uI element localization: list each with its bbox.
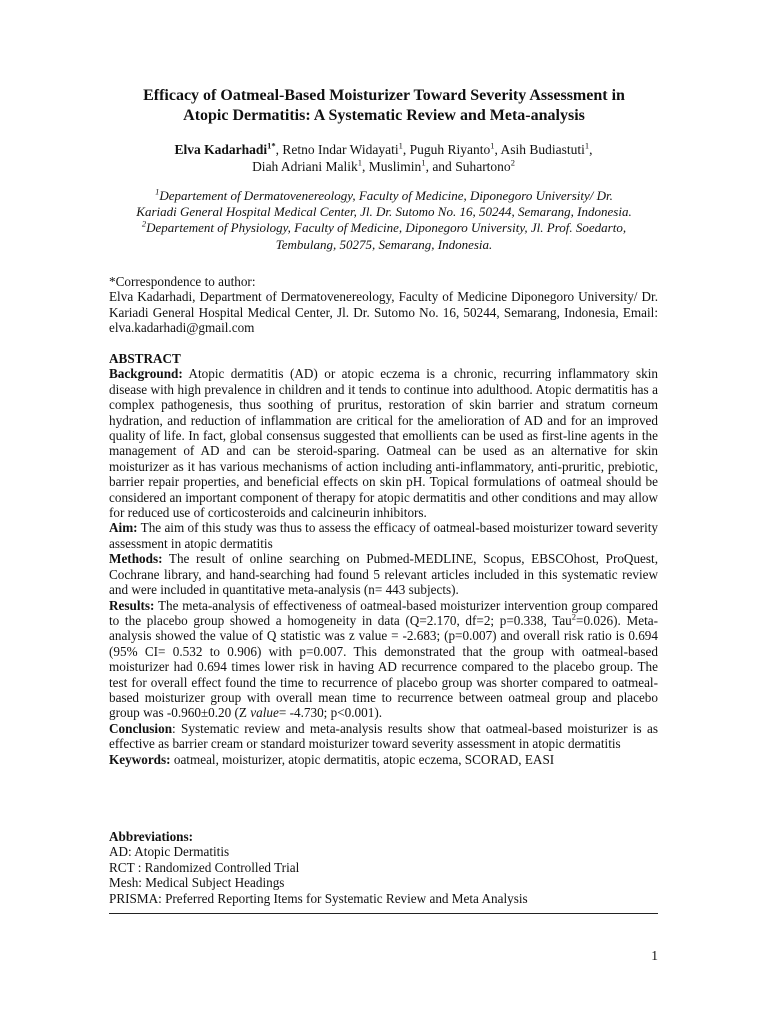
results-text-a: The meta-analysis of effectiveness of oatmeal-based moisturizer intervention group compared to the placebo group showed a homogeneity in data (Q=2.170, df=2; p=0.338, Tau xyxy=(109,597,658,628)
affiliation-2-line-2: Tembulang, 50275, Semarang, Indonesia. xyxy=(275,236,493,252)
author-name: Diah Adriani Malik xyxy=(252,159,358,174)
aim-label: Aim: xyxy=(109,520,138,536)
abstract-heading: ABSTRACT xyxy=(109,351,181,366)
keywords-label: Keywords: xyxy=(109,751,171,767)
author-sup: 1 xyxy=(398,140,403,151)
author-sup: 2 xyxy=(510,157,515,168)
footnote-divider xyxy=(109,913,658,914)
abbreviation-item: Mesh: Medical Subject Headings xyxy=(109,875,285,891)
abbreviation-item: PRISMA: Preferred Reporting Items for Systematic Review and Meta Analysis xyxy=(109,890,528,906)
author-list xyxy=(109,141,658,175)
abstract-keywords xyxy=(109,752,658,767)
results-italic: value xyxy=(250,705,279,721)
abstract-background xyxy=(109,366,658,520)
methods-text: The result of online searching on Pubmed-MEDLINE, Scopus, EBSCOhost, ProQuest, Cochrane library, and hand-searching had found 5 relevant articles included in this systematic review and were included in quantitative meta-analysis (n= 443 subjects). xyxy=(109,551,658,598)
author-line-1 xyxy=(109,141,658,158)
aim-text: The aim of this study was thus to assess the efficacy of oatmeal-based moisturizer toward severity assessment in atopic dermatitis xyxy=(109,520,658,551)
author-name: Elva Kadarhadi xyxy=(174,142,268,157)
author-name: Muslimin xyxy=(368,159,422,174)
author-sup: 1 xyxy=(584,140,590,151)
abstract-aim xyxy=(109,520,658,551)
author-name: Asih Budiastuti xyxy=(500,142,585,157)
author-name: Suhartono xyxy=(455,159,511,174)
author-sup: 1 xyxy=(490,140,495,151)
affiliation-2-line-1 xyxy=(105,220,663,236)
abbreviations-section xyxy=(109,829,658,906)
affiliations xyxy=(105,188,663,253)
correspondence-text xyxy=(109,289,658,335)
author-sep: , xyxy=(402,142,410,157)
author-name: Retno Indar Widayati xyxy=(282,142,399,157)
abbreviation-item: AD: Atopic Dermatitis xyxy=(109,844,230,860)
paper-title xyxy=(100,86,668,125)
correspondence xyxy=(109,274,658,336)
conclusion-label: Conclusion xyxy=(109,720,173,736)
author-sup: 1 xyxy=(421,157,426,168)
results-text-c: = -4.730; p<0.001). xyxy=(278,705,383,721)
author-sep: , xyxy=(275,142,283,157)
author-name: Puguh Riyanto xyxy=(409,142,491,157)
affiliation-1-line-1 xyxy=(105,188,663,204)
conclusion-text: : Systematic review and meta-analysis results show that oatmeal-based moisturizer is as effective as barrier cream or standard moisturizer toward severity assessment in atopic dermatitis xyxy=(109,720,658,752)
page-number: 1 xyxy=(651,948,658,963)
affiliation-text: Departement of Dermatovenereology, Faculty of Medicine, Diponegoro University/ Dr. xyxy=(159,188,613,203)
abstract-results xyxy=(109,598,658,721)
affiliation-text: Departement of Physiology, Faculty of Medicine, Diponegoro University, Jl. Prof. Soedarto, xyxy=(146,220,627,236)
author-sup: 1 xyxy=(357,157,363,168)
abbreviation-item: RCT : Randomized Controlled Trial xyxy=(109,859,300,875)
abstract-conclusion xyxy=(109,721,658,752)
author-sup: 1* xyxy=(267,140,276,151)
affiliation-sup: 1 xyxy=(155,186,160,197)
results-label: Results: xyxy=(109,597,155,613)
abstract-section xyxy=(109,351,658,767)
author-sep: , and xyxy=(425,159,456,174)
author-sep: , xyxy=(589,142,593,157)
correspondence-details[interactable]: Elva Kadarhadi, Department of Dermatovenereology, Faculty of Medicine Diponegoro University/ Dr. Kariadi General Hospital Medical Center, Jl. Dr. Sutomo No. 16, 50244, Semarang, Indonesia, Email: elva.kadarhadi@gmail.com xyxy=(109,289,658,336)
affiliation-sup: 2 xyxy=(141,219,147,230)
background-text: Atopic dermatitis (AD) or atopic eczema is a chronic, recurring inflammatory skin disease with high prevalence in children and it tends to continue into adulthood. Atopic dermatitis has a complex pathogenesis, thus soothing of pruritus, restoration of skin barrier and stratum corneum hydration, and reduction of inflammation are critical for the amelioration of AD and for an improved quality of life. In fact, global consensus suggested that emollients can be used as first-line agents in the management of AD and can be steroid-sparing. Oatmeal can be used as an alternative for skin moisturizer as it has various mechanisms of action including anti-inflammatory, anti-pruritic, prebiotic, barrier repair properties, and beneficial effects on skin pH. Topical formulations of oatmeal should be considered an important component of therapy for atopic dermatitis and other conditions and may allow for reduced use of corticosteroids and calcineurin inhibitors. xyxy=(109,366,658,521)
title-line-1: Efficacy of Oatmeal-Based Moisturizer Toward Severity Assessment in xyxy=(143,87,625,104)
abbreviations-heading: Abbreviations: xyxy=(109,829,194,844)
author-sep: , xyxy=(494,142,501,157)
background-label: Background: xyxy=(109,366,183,382)
results-sup: 2 xyxy=(571,611,577,622)
author-line-2 xyxy=(109,158,658,175)
abstract-methods xyxy=(109,551,658,597)
methods-label: Methods: xyxy=(109,551,163,567)
author-sep: , xyxy=(362,159,369,174)
results-text-b: =0.026). Meta-analysis showed the value of Q statistic was z value = -2.683; (p=0.007) and overall risk ratio is 0.694 (95% CI= 0.532 to 0.906) with p=0.007. This demonstrated that the group with oatmeal-based moisturizer had 0.694 times lower risk in having AD recurrence compared to the placebo group. The test for overall effect found the time to recurrence of placebo group was shorter compared to oatmeal-based moisturizer group with overall mean time to recurrence between oatmeal group and placebo group was -0.960±0.20 (Z xyxy=(109,612,658,721)
title-line-2: Atopic Dermatitis: A Systematic Review and Meta-analysis xyxy=(183,106,585,124)
correspondence-heading: *Correspondence to author: xyxy=(109,274,256,289)
affiliation-1-line-2: Kariadi General Hospital Medical Center, Jl. Dr. Sutomo No. 16, 50244, Semarang, Indonesia. xyxy=(136,204,632,220)
keywords-text: oatmeal, moisturizer, atopic dermatitis, atopic eczema, SCORAD, EASI xyxy=(170,751,555,767)
